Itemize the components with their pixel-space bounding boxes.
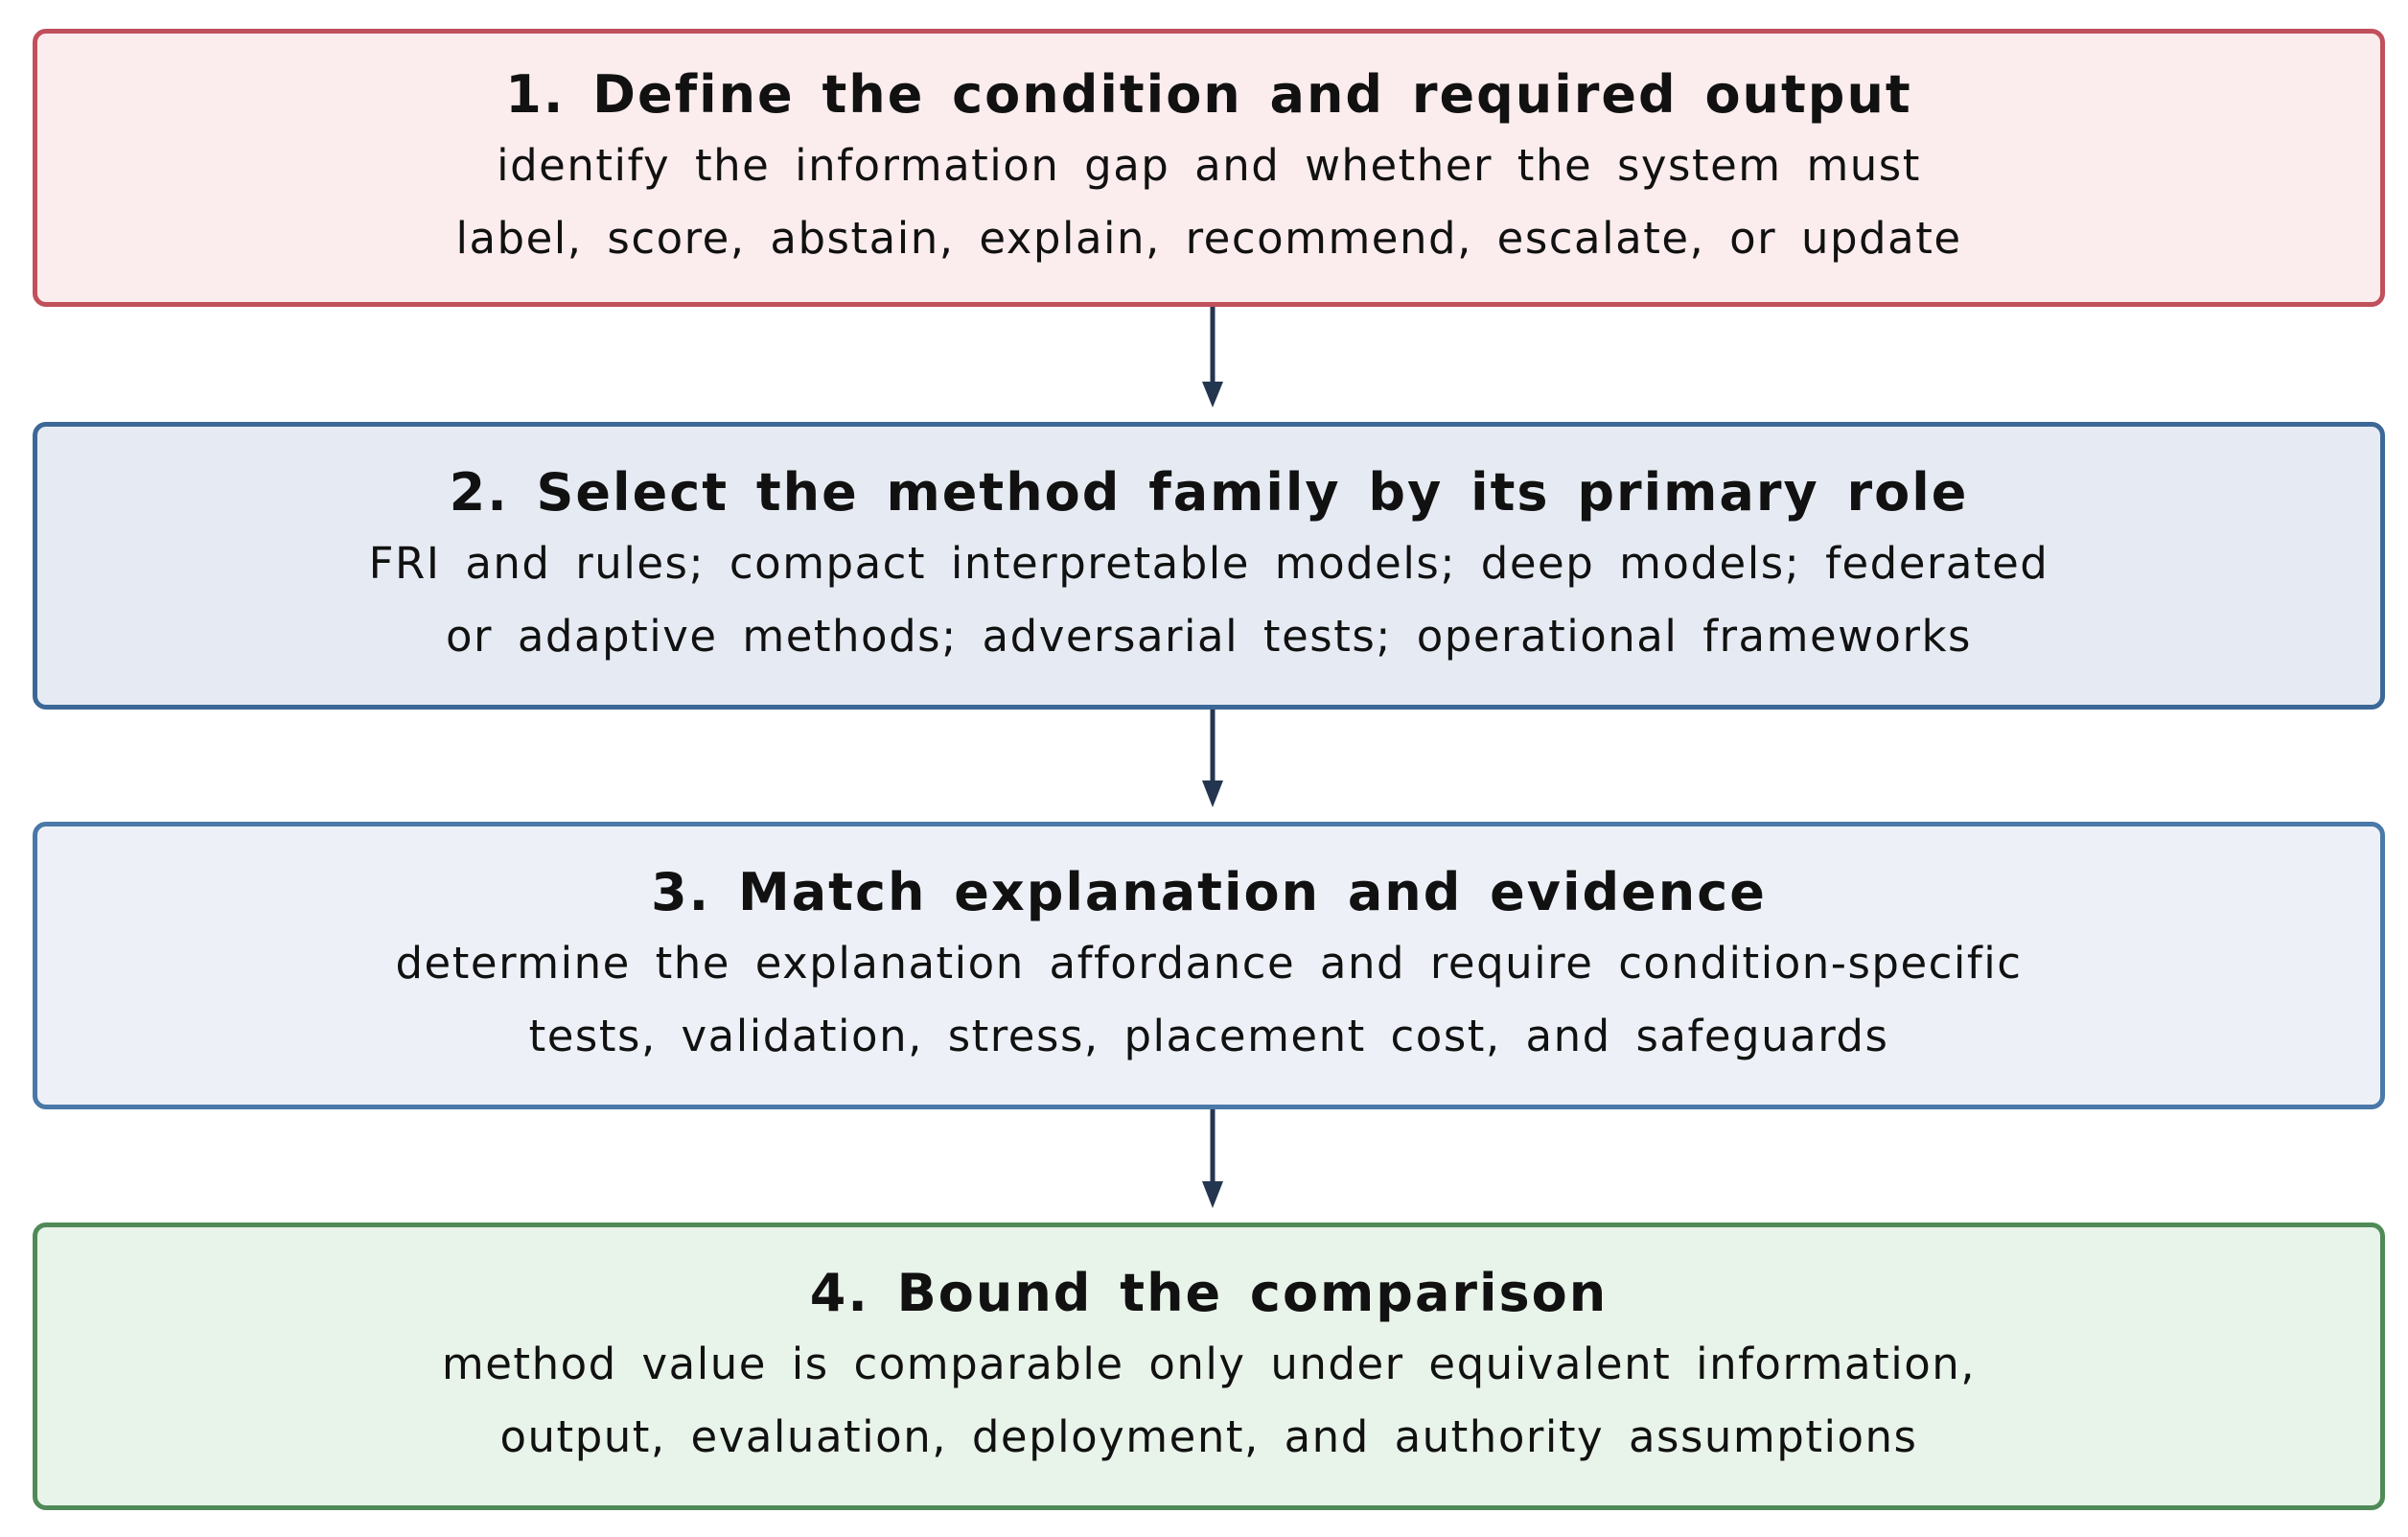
step-4-line-2: output, evaluation, deployment, and authority assumptions <box>499 1411 1918 1462</box>
arrow-2-to-3 <box>1202 710 1223 807</box>
step-2-line-1: FRI and rules; compact interpretable models; deep models; federated <box>368 538 2049 589</box>
step-2-box <box>33 422 2385 710</box>
step-1-box <box>33 29 2385 307</box>
step-3-box <box>33 822 2385 1109</box>
step-2-title: 2. Select the method family by its primary role <box>449 462 1969 523</box>
step-2-line-2: or adaptive methods; adversarial tests; operational frameworks <box>445 611 1972 662</box>
step-1-title: 1. Define the condition and required output <box>505 64 1912 125</box>
step-4-title: 4. Bound the comparison <box>809 1263 1609 1323</box>
step-3-description <box>395 927 2022 1073</box>
step-1-line-1: identify the information gap and whether the system must <box>497 140 1921 191</box>
step-3-line-1: determine the explanation affordance and require condition-specific <box>395 938 2023 989</box>
step-1-line-2: label, score, abstain, explain, recommend, escalate, or update <box>455 213 1962 264</box>
step-3-title: 3. Match explanation and evidence <box>651 862 1767 922</box>
step-4-line-1: method value is comparable only under equivalent information, <box>441 1339 1977 1389</box>
arrow-1-to-2 <box>1202 307 1223 408</box>
step-3-line-2: tests, validation, stress, placement cost, and safeguards <box>528 1011 1889 1061</box>
arrow-3-to-4 <box>1202 1109 1223 1208</box>
step-4-box <box>33 1223 2385 1510</box>
step-2-description <box>369 527 2049 673</box>
step-4-description <box>442 1328 1976 1474</box>
step-1-description <box>455 129 1961 275</box>
